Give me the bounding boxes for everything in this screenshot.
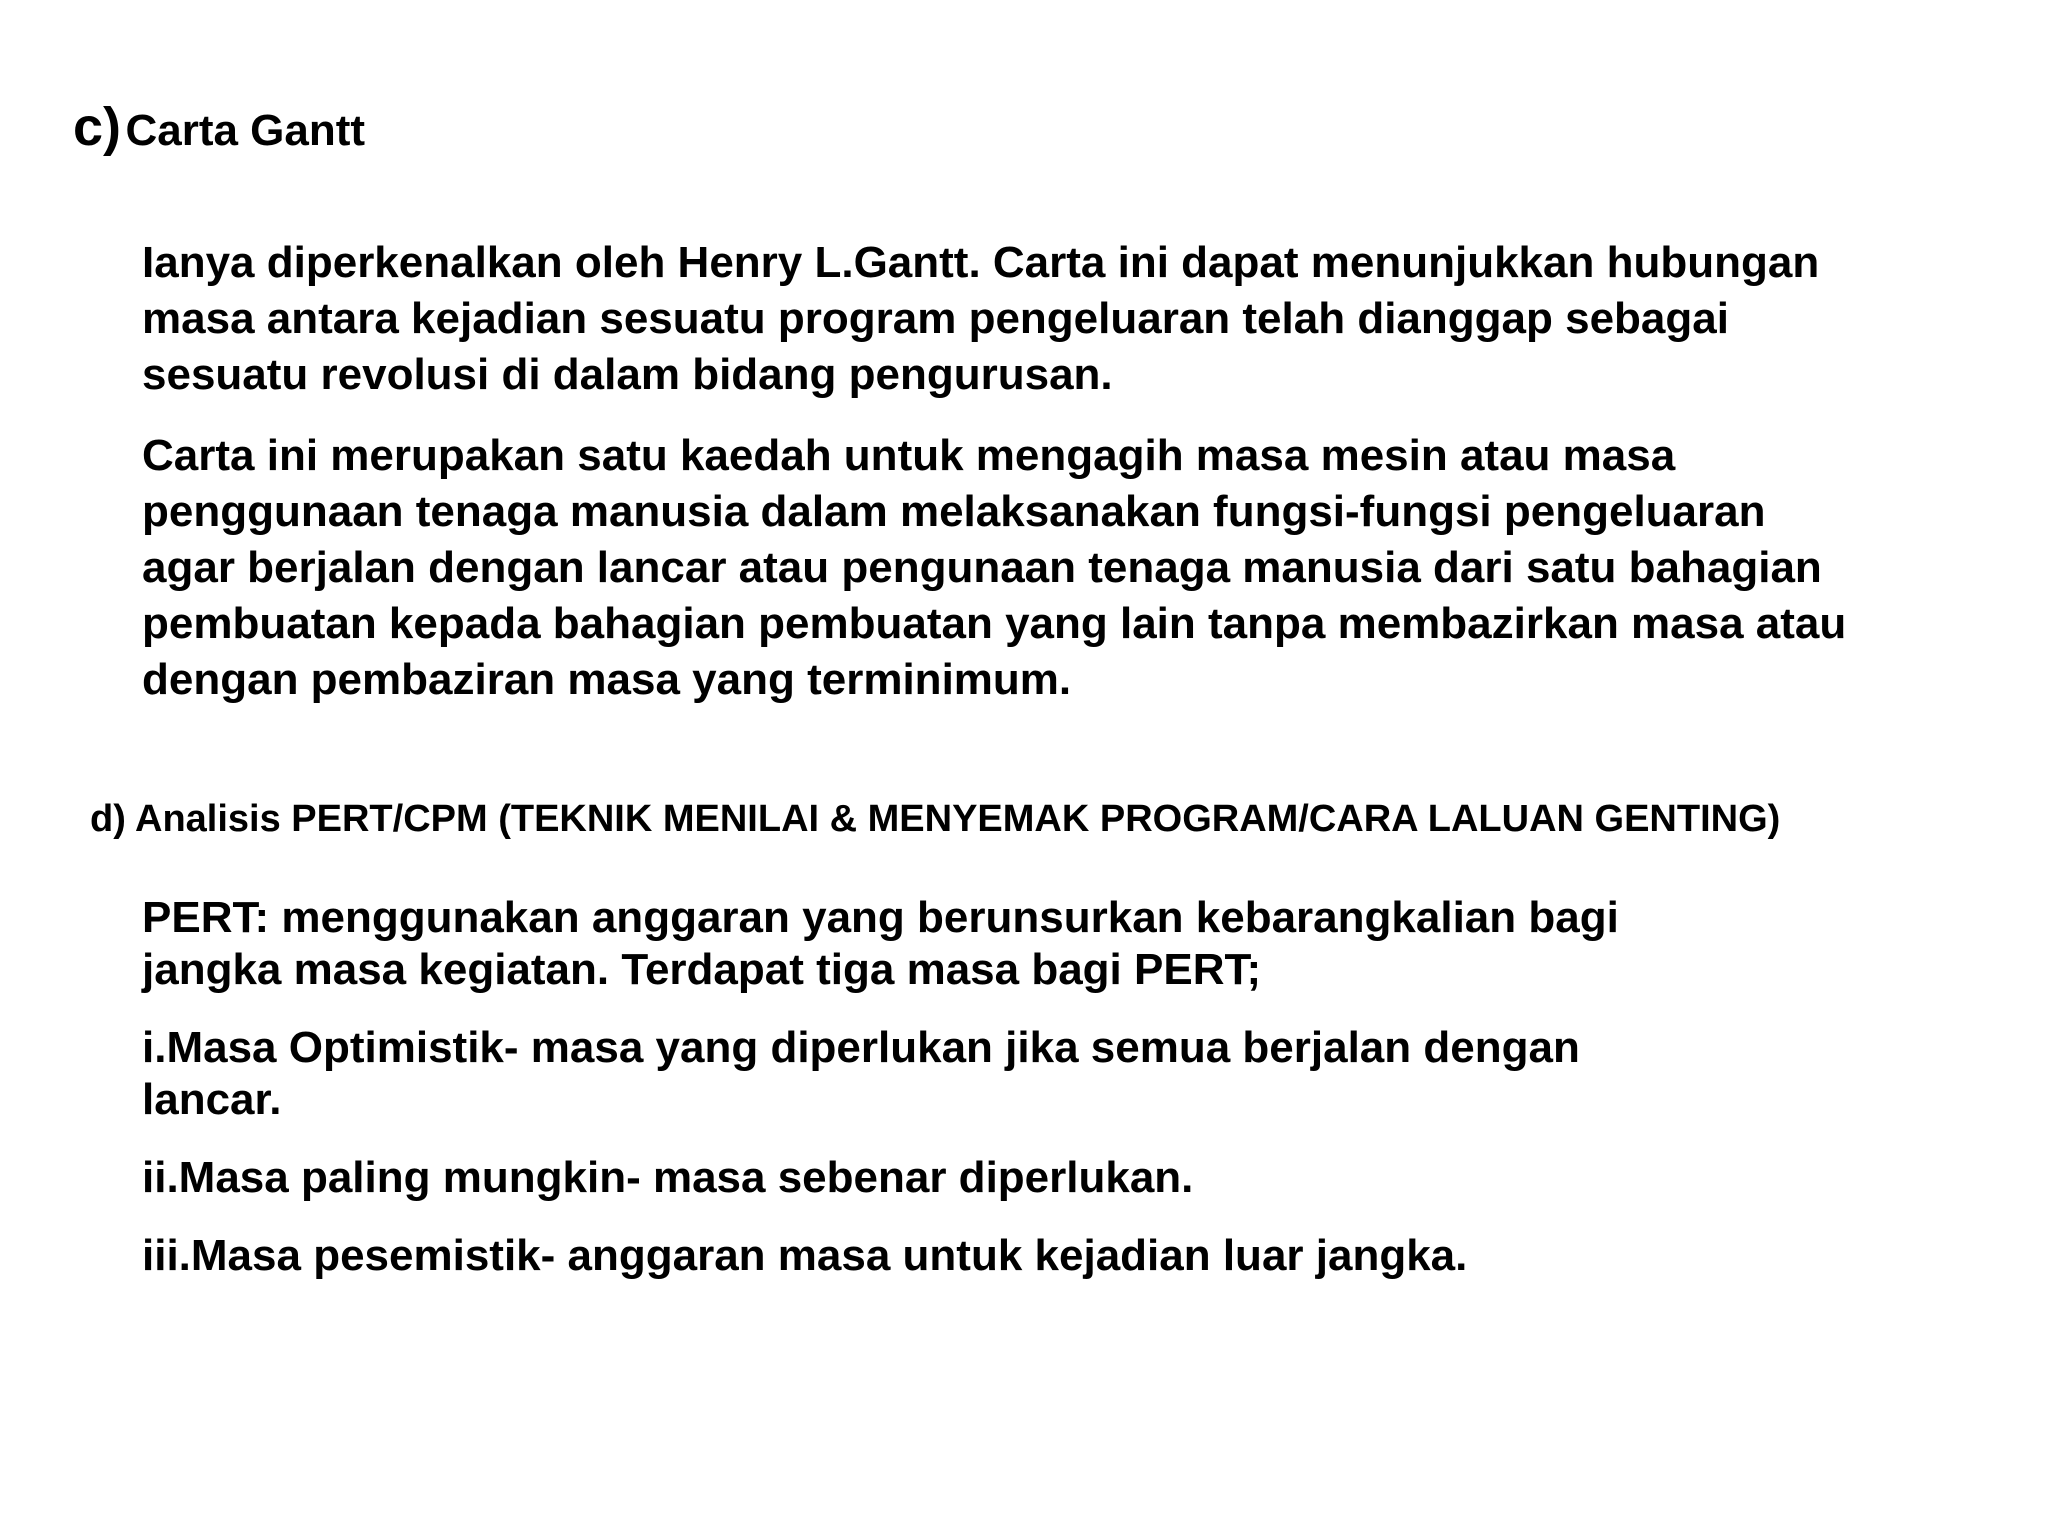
paragraph-line: sesuatu revolusi di dalam bidang pengurusan. xyxy=(142,350,1113,399)
paragraph-line: agar berjalan dengan lancar atau pengunaan tenaga manusia dari satu bahagian xyxy=(142,543,1822,592)
paragraph-line: masa antara kejadian sesuatu program pengeluaran telah dianggap sebagai xyxy=(142,294,1729,343)
paragraph-line: PERT: menggunakan anggaran yang berunsurkan kebarangkalian bagi xyxy=(142,893,1619,942)
paragraph-line: dengan pembaziran masa yang terminimum. xyxy=(142,655,1072,704)
paragraph-line: iii.Masa pesemistik- anggaran masa untuk kejadian luar jangka. xyxy=(142,1231,1468,1280)
section-d-heading: d) Analisis PERT/CPM (TEKNIK MENILAI & MENYEMAK PROGRAM/CARA LALUAN GENTING) xyxy=(90,798,1781,840)
paragraph-line: jangka masa kegiatan. Terdapat tiga masa bagi PERT; xyxy=(142,945,1262,994)
paragraph-line: penggunaan tenaga manusia dalam melaksanakan fungsi-fungsi pengeluaran xyxy=(142,487,1766,536)
section-c-title: Carta Gantt xyxy=(125,106,366,155)
paragraph-line: Ianya diperkenalkan oleh Henry L.Gantt. Carta ini dapat menunjukkan hubungan xyxy=(142,238,1820,287)
paragraph-line: i.Masa Optimistik- masa yang diperlukan jika semua berjalan dengan xyxy=(142,1023,1580,1072)
paragraph-line: pembuatan kepada bahagian pembuatan yang lain tanpa membazirkan masa atau xyxy=(142,599,1847,648)
pert-item-most-likely xyxy=(142,1152,1193,1204)
gantt-paragraph-1 xyxy=(142,235,1819,403)
pert-item-pessimistic xyxy=(142,1230,1467,1282)
pert-description xyxy=(142,892,1619,996)
pert-item-optimistic xyxy=(142,1022,1580,1126)
paragraph-line: lancar. xyxy=(142,1075,282,1124)
section-c-heading xyxy=(73,97,366,157)
gantt-paragraph-2 xyxy=(142,428,1846,708)
section-c-marker: c) xyxy=(73,97,122,157)
paragraph-line: ii.Masa paling mungkin- masa sebenar diperlukan. xyxy=(142,1153,1194,1202)
paragraph-line: Carta ini merupakan satu kaedah untuk mengagih masa mesin atau masa xyxy=(142,431,1676,480)
